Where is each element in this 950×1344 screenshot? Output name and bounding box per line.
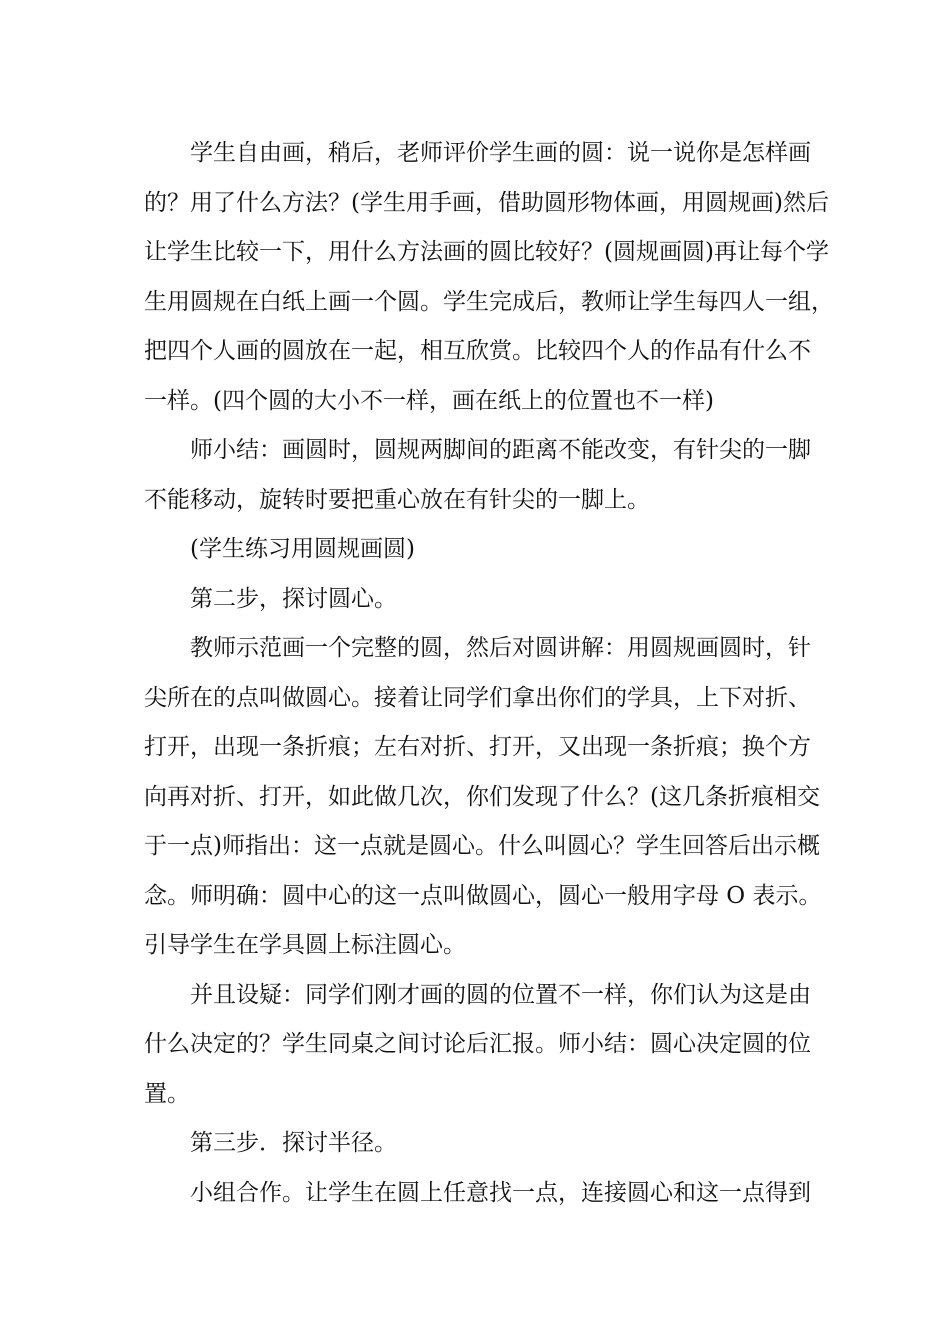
text-line: 生用圆规在白纸上画一个圆。学生完成后，教师让学生每四人一组，	[144, 288, 834, 315]
text-line: 把四个人画的圆放在一起，相互欣赏。比较四个人的作品有什么不	[144, 338, 811, 364]
text-line: 小组合作。让学生在圆上任意找一点，连接圆心和这一点得到	[190, 1179, 811, 1206]
text-line: 师小结：画圆时，圆规两脚间的距离不能改变，有针尖的一脚	[190, 437, 811, 463]
text-line: 不能移动，旋转时要把重心放在有针尖的一脚上。	[144, 486, 650, 513]
text-line: 一样。(四个圆的大小不一样，画在纸上的位置也不一样)	[144, 387, 714, 414]
document-page	[144, 129, 834, 1218]
text-line: 打开，出现一条折痕；左右对折、打开，又出现一条折痕；换个方	[144, 734, 811, 760]
text-line: 念。师明确：圆中心的这一点叫做圆心，圆心一般用字母 O 表示。	[144, 882, 822, 909]
text-line: 并且设疑：同学们刚才画的圆的位置不一样，你们认为这是由	[190, 981, 811, 1008]
section-heading: 第二步，探讨圆心。	[190, 585, 397, 612]
text-line: 于一点)师指出：这一点就是圆心。什么叫圆心？学生回答后出示概	[144, 833, 820, 859]
text-line: 的？用了什么方法？(学生用手画，借助圆形物体画，用圆规画)然后	[144, 189, 829, 216]
text-line: 引导学生在学具圆上标注圆心。	[144, 932, 466, 958]
text-line: (学生练习用圆规画圆)	[190, 536, 415, 562]
text-line: 教师示范画一个完整的圆，然后对圆讲解：用圆规画圆时，针	[190, 635, 811, 661]
text-line: 尖所在的点叫做圆心。接着让同学们拿出你们的学具，上下对折、	[144, 684, 811, 711]
section-heading: 第三步．探讨半径。	[190, 1130, 397, 1156]
text-line: 让学生比较一下，用什么方法画的圆比较好？(圆规画圆)再让每个学	[144, 239, 829, 265]
text-line: 置。	[144, 1080, 190, 1107]
text-line: 学生自由画，稍后，老师评价学生画的圆：说一说你是怎样画	[190, 140, 811, 166]
text-line: 什么决定的？学生同桌之间讨论后汇报。师小结：圆心决定圆的位	[144, 1031, 811, 1057]
text-line: 向再对折、打开，如此做几次，你们发现了什么？(这几条折痕相交	[144, 783, 820, 810]
